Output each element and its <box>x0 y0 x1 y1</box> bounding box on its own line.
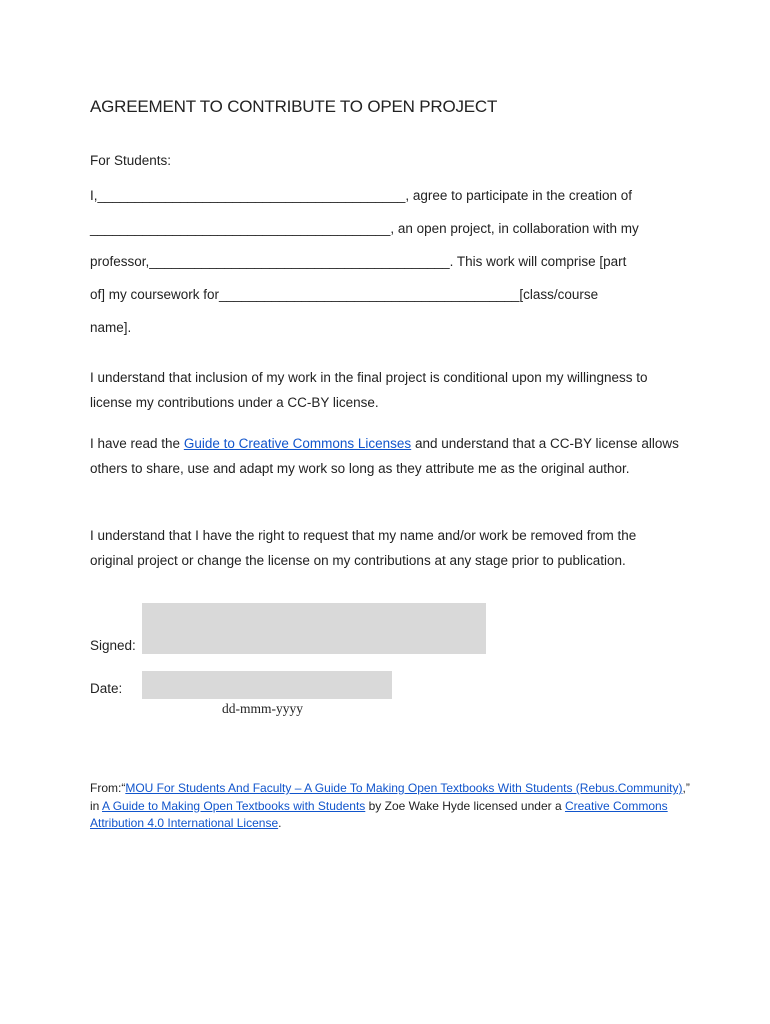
agreement-line-5: name]. <box>90 320 132 335</box>
agreement-line-4: of] my coursework for________________________________________[class/course <box>90 287 599 302</box>
license-condition-paragraph: I understand that inclusion of my work in the final project is conditional upon my willingness to license my contributions under a CC-BY license. <box>90 370 648 410</box>
removal-rights-paragraph: I understand that I have the right to request that my name and/or work be removed from the original project or change the license on my contributions at any stage prior to publication. <box>90 528 637 568</box>
for-students-heading: For Students: <box>90 153 172 168</box>
cc-guide-link[interactable]: Guide to Creative Commons Licenses <box>183 436 412 451</box>
date-format-hint: dd-mmm-yyyy <box>222 701 303 716</box>
footer-end-text: . <box>278 816 282 830</box>
document-title: AGREEMENT TO CONTRIBUTE TO OPEN PROJECT <box>90 97 498 116</box>
footer-in-text: ,” in <box>90 781 690 813</box>
book-link[interactable]: A Guide to Making Open Textbooks with Students <box>102 798 366 813</box>
license-link[interactable]: Creative Commons Attribution 4.0 International License <box>90 798 668 830</box>
cc-guide-suffix: and understand that a CC-BY license allows others to share, use and adapt my work so long as they attribute me as the original author. <box>90 436 679 476</box>
agreement-line-2: ________________________________________, an open project, in collaboration with my <box>90 221 639 236</box>
date-field[interactable] <box>142 671 392 699</box>
signature-field[interactable] <box>142 603 486 654</box>
agreement-line-1: I,_________________________________________, agree to participate in the creation of <box>90 188 632 203</box>
cc-guide-paragraph <box>90 431 680 481</box>
source-link[interactable]: MOU For Students And Faculty – A Guide To Making Open Textbooks With Students (Rebus.Community) <box>125 781 683 795</box>
agreement-line-3: professor,________________________________________. This work will comprise [part <box>90 254 627 269</box>
footer-from-label: From:“ <box>90 781 126 795</box>
date-label: Date: <box>90 681 123 696</box>
attribution-footer <box>90 780 690 833</box>
cc-guide-prefix: I have read the <box>90 436 184 451</box>
footer-author-text: by Zoe Wake Hyde licensed under a <box>365 798 565 813</box>
signed-label: Signed: <box>90 638 136 653</box>
